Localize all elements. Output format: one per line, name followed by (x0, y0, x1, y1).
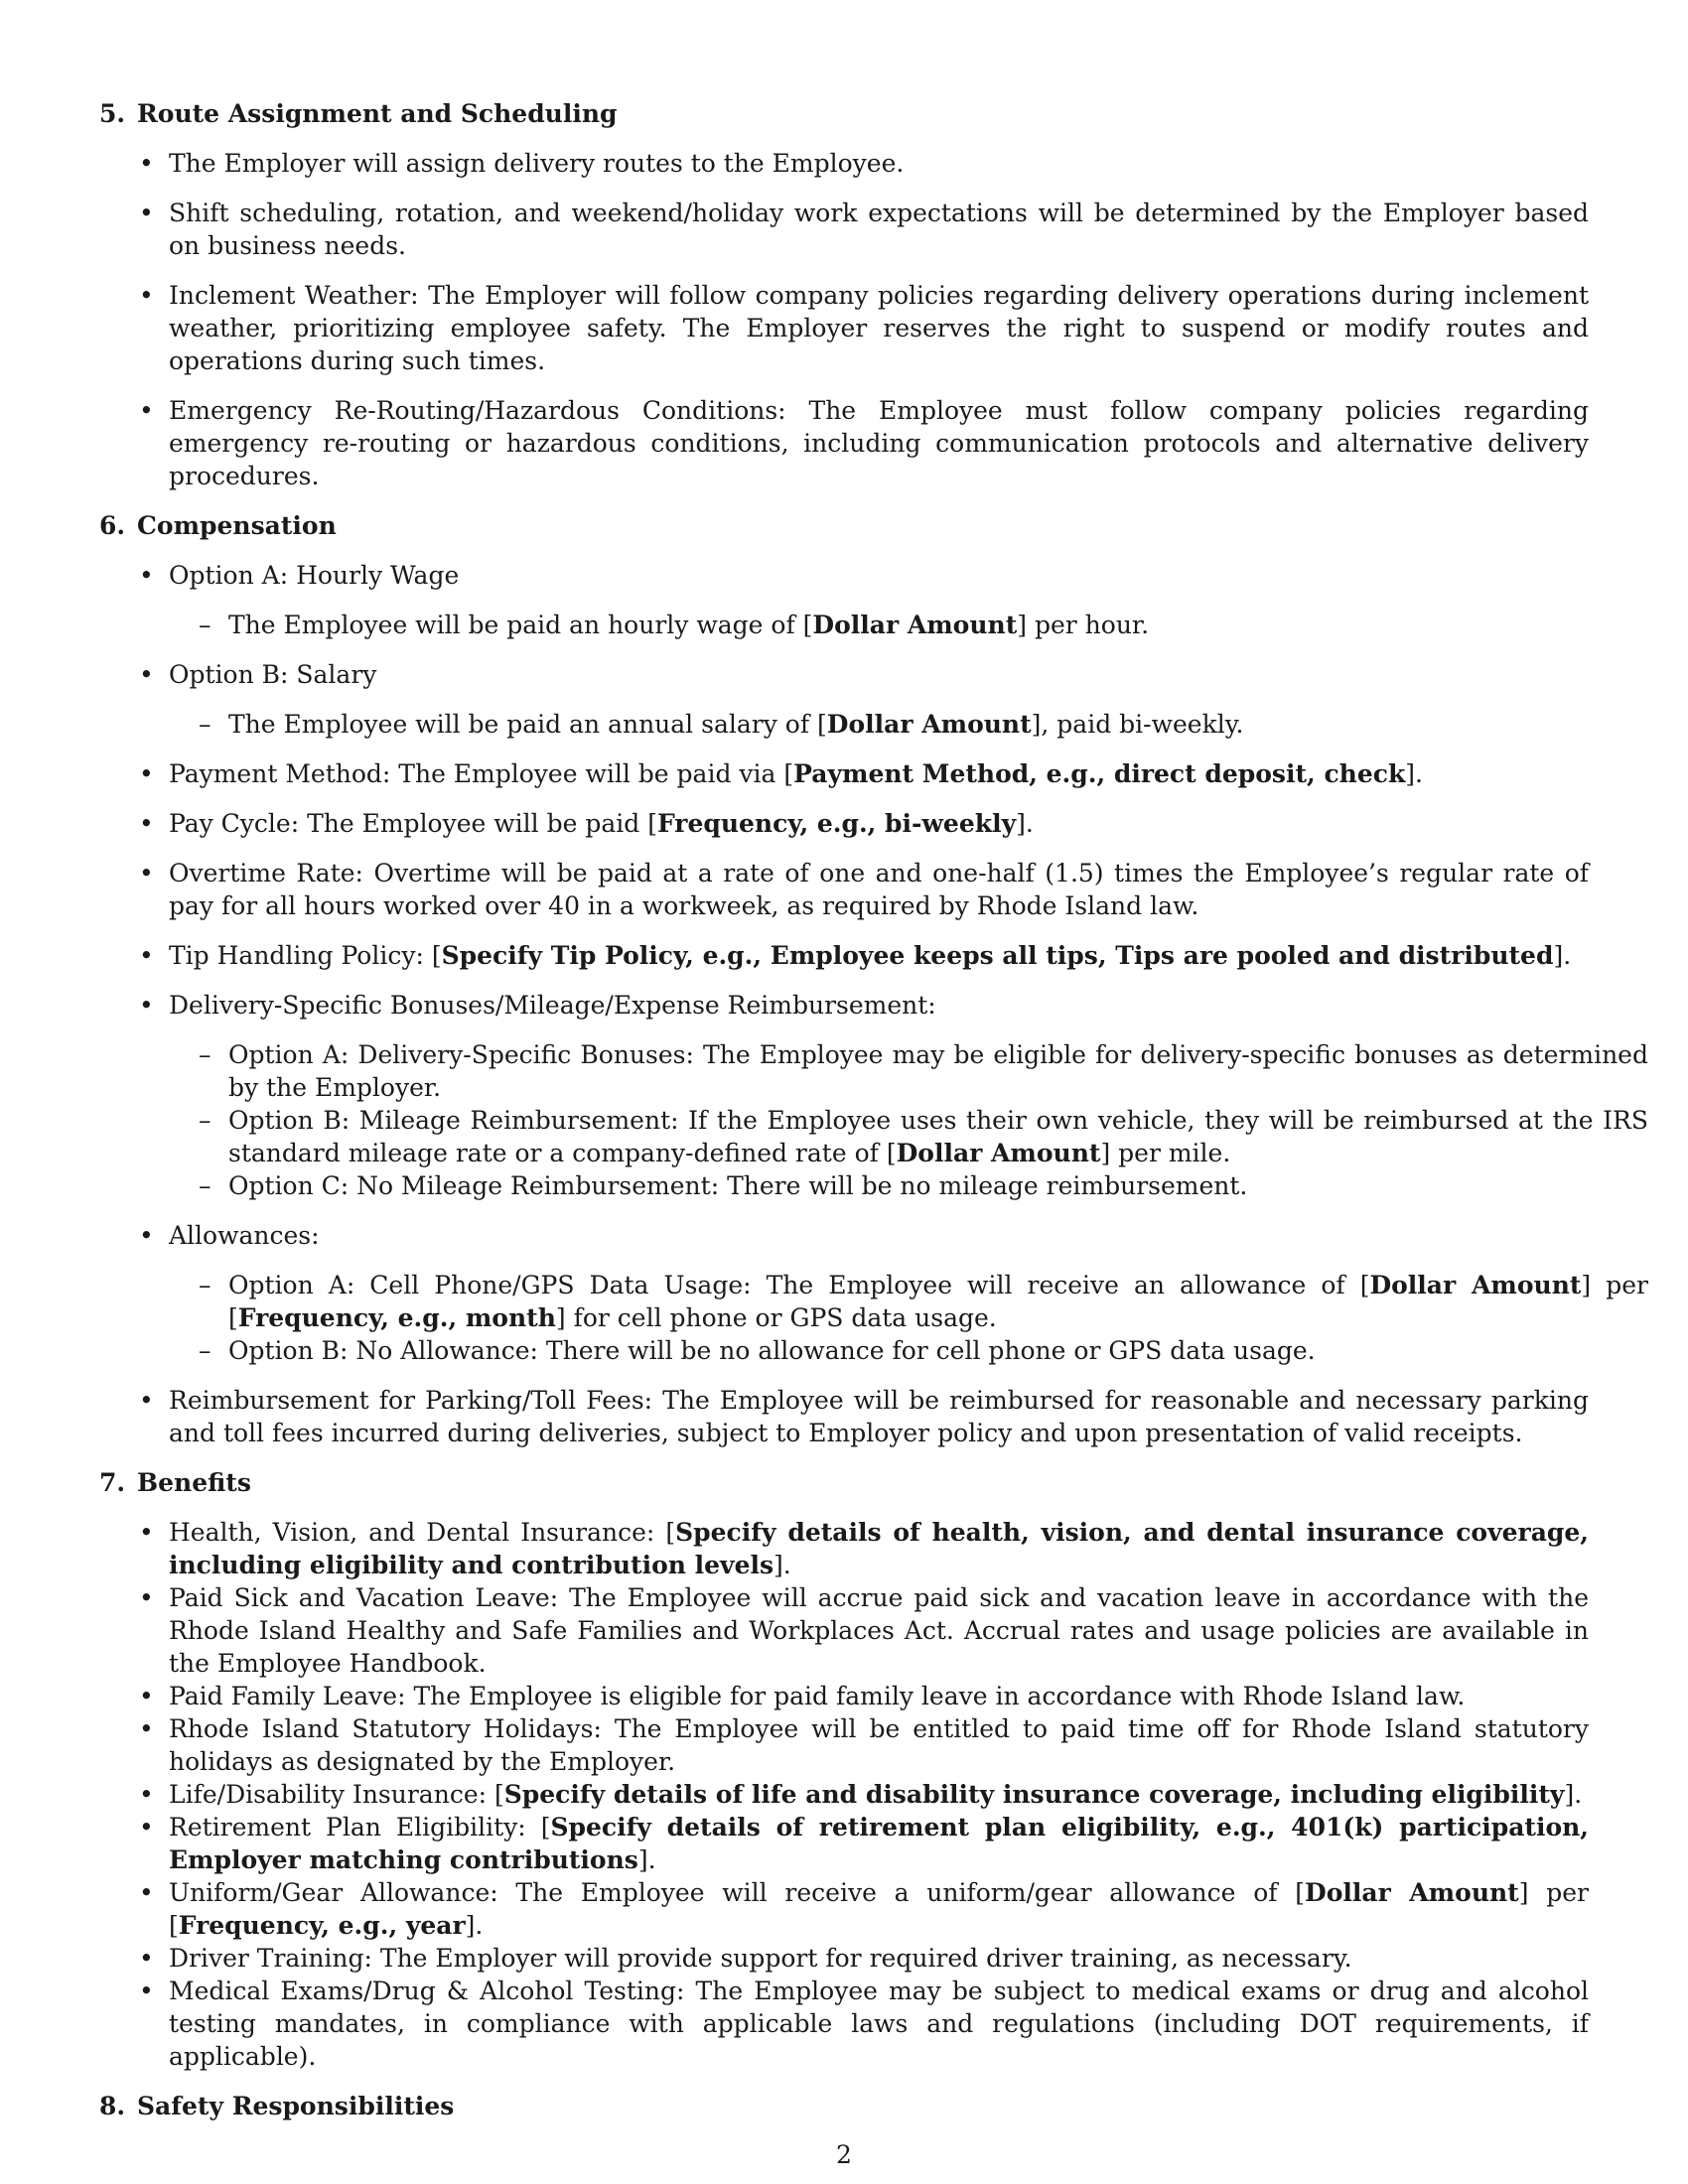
sub-list-item (99, 609, 1648, 641)
list-item-driver-training: • Driver Training: The Employer will provide support for required driver training, as necessary. (99, 1942, 1589, 1975)
list-item-bonuses (99, 989, 1648, 1202)
list-item-retirement (99, 1811, 1589, 1876)
list-item-parking: • Reimbursement for Parking/Toll Fees: The Employee will be reimbursed for reasonable and necessary parking and toll fees incurred during deliveries, subject to Employer policy and upon presentation of valid receipts. (99, 1384, 1589, 1449)
placeholder-field: Dollar Amount (812, 611, 1018, 639)
text: Uniform/Gear Allowance: The Employee will receive a uniform/gear allowance of [ (169, 1878, 1306, 1907)
text: ]. (1016, 809, 1034, 838)
placeholder-field: Dollar Amount (1369, 1271, 1582, 1299)
placeholder-field: Specify Tip Policy, e.g., Employee keeps all tips, Tips are pooled and distributed (441, 941, 1554, 970)
text: ]. (1564, 1780, 1583, 1809)
text: ]. (1553, 941, 1572, 970)
placeholder-field: Payment Method, e.g., direct deposit, check (793, 759, 1406, 788)
list-item-medical-exams: • Medical Exams/Drug & Alcohol Testing: The Employee may be subject to medical exams or drug and alcohol testing mandates, in compliance with applicable laws and regulations (including DOT requirements, if applicable). (99, 1975, 1589, 2073)
section-number: 7. (99, 1468, 126, 1497)
text: ]. (637, 1845, 656, 1874)
route-assignment-list (99, 147, 1589, 492)
text: Pay Cycle: The Employee will be paid [ (169, 809, 657, 838)
sub-list (169, 609, 1589, 641)
sub-list-item: – Option A: Delivery-Specific Bonuses: The Employee may be eligible for delivery-specific bonuses as determined by the Employer. (99, 1038, 1648, 1104)
benefits-list (99, 1516, 1589, 2073)
placeholder-field: Frequency, e.g., year (178, 1911, 466, 1940)
text: Option B: Mileage Reimbursement: If the Employee uses their own vehicle, they will be reimbursed at the IRS standard mileage rate or a company-defined rate of [ (228, 1106, 1648, 1167)
section-number: 8. (99, 2092, 126, 2120)
list-item-overtime: • Overtime Rate: Overtime will be paid at a rate of one and one-half (1.5) times the Employee’s regular rate of pay for all hours worked over 40 in a workweek, as required by Rhode Island law. (99, 857, 1589, 922)
section-title: Compensation (137, 511, 337, 540)
text: ] per mile. (1100, 1139, 1231, 1167)
section-heading-safety (99, 2090, 1589, 2122)
sub-list (169, 1038, 1648, 1202)
sub-list-item: – Option C: No Mileage Reimbursement: There will be no mileage reimbursement. (99, 1169, 1648, 1202)
list-item-pay-cycle (99, 807, 1589, 840)
document-body (99, 97, 1648, 2139)
placeholder-field: Frequency, e.g., bi-weekly (656, 809, 1017, 838)
text: Health, Vision, and Dental Insurance: [ (169, 1518, 676, 1547)
text: ]. (465, 1911, 484, 1940)
option-label: Delivery-Specific Bonuses/Mileage/Expense Reimbursement: (169, 991, 936, 1020)
text: The Employee will be paid an hourly wage of [ (228, 611, 813, 639)
list-item: • Emergency Re-Routing/Hazardous Conditions: The Employee must follow company policies regarding emergency re-routing or hazardous conditions, including communication protocols and alternative delivery procedures. (99, 394, 1589, 492)
list-item-payment-method (99, 757, 1589, 790)
list-item: • The Employer will assign delivery routes to the Employee. (99, 147, 1589, 180)
sub-list (169, 1269, 1648, 1367)
section-title: Benefits (137, 1468, 251, 1497)
text: Retirement Plan Eligibility: [ (169, 1813, 551, 1842)
option-label: Option A: Hourly Wage (169, 561, 460, 590)
text: Payment Method: The Employee will be paid via [ (169, 759, 794, 788)
list-item-salary (99, 658, 1589, 741)
sub-list (169, 708, 1589, 741)
section-heading-route-assignment (99, 97, 1589, 130)
section-heading-compensation (99, 509, 1589, 542)
text: The Employee will be paid an annual salary of [ (228, 710, 827, 739)
list-item-hourly-wage (99, 559, 1589, 641)
text: ] per [ (228, 1271, 1648, 1332)
placeholder-field: Dollar Amount (896, 1139, 1101, 1167)
list-item: • Shift scheduling, rotation, and weekend/holiday work expectations will be determined by the Employer based on business needs. (99, 197, 1589, 262)
section-title: Route Assignment and Scheduling (137, 99, 618, 128)
section-title: Safety Responsibilities (137, 2092, 455, 2120)
placeholder-field: Dollar Amount (1305, 1878, 1519, 1907)
text: Tip Handling Policy: [ (169, 941, 442, 970)
text: ], paid bi-weekly. (1031, 710, 1244, 739)
text: Life/Disability Insurance: [ (169, 1780, 504, 1809)
placeholder-field: Frequency, e.g., month (237, 1303, 556, 1332)
page-number: 2 (836, 2140, 852, 2169)
section-heading-benefits (99, 1466, 1589, 1499)
list-item-holidays: • Rhode Island Statutory Holidays: The Employee will be entitled to paid time off for Rhode Island statutory holidays as designated by the Employer. (99, 1712, 1589, 1778)
list-item-life-insurance (99, 1778, 1589, 1811)
text: ] for cell phone or GPS data usage. (555, 1303, 997, 1332)
placeholder-field: Dollar Amount (826, 710, 1032, 739)
text: ] per hour. (1017, 611, 1150, 639)
sub-list-item: – Option B: No Allowance: There will be no allowance for cell phone or GPS data usage. (99, 1334, 1648, 1367)
sub-list-item (99, 1104, 1648, 1169)
list-item-tip-policy (99, 939, 1589, 972)
placeholder-field: Specify details of life and disability insurance coverage, including eligibility (503, 1780, 1565, 1809)
text: ]. (774, 1551, 791, 1579)
section-number: 6. (99, 511, 126, 540)
section-number: 5. (99, 99, 126, 128)
option-label: Option B: Salary (169, 660, 377, 689)
list-item-sick-leave: • Paid Sick and Vacation Leave: The Employee will accrue paid sick and vacation leave in accordance with the Rhode Island Healthy and Safe Families and Workplaces Act. Accrual rates and usage policies are available in the Employee Handbook. (99, 1581, 1589, 1680)
list-item-allowances (99, 1219, 1648, 1367)
compensation-list (99, 559, 1648, 1449)
text: ]. (1405, 759, 1423, 788)
list-item-health (99, 1516, 1589, 1581)
placeholder-field: Specify details of retirement plan eligibility, e.g., 401(k) participation, Employer matching contributions (169, 1813, 1589, 1874)
placeholder-field: Specify details of health, vision, and dental insurance coverage, including eligibility and contribution levels (169, 1518, 1589, 1579)
text: ] per [ (169, 1878, 1589, 1940)
list-item: • Inclement Weather: The Employer will follow company policies regarding delivery operations during inclement weather, prioritizing employee safety. The Employer reserves the right to suspend or modify routes and operations during such times. (99, 279, 1589, 377)
sub-list-item (99, 1269, 1648, 1334)
text: Option A: Cell Phone/GPS Data Usage: The Employee will receive an allowance of [ (228, 1271, 1370, 1299)
option-label: Allowances: (169, 1221, 320, 1250)
list-item-family-leave: • Paid Family Leave: The Employee is eligible for paid family leave in accordance with Rhode Island law. (99, 1680, 1589, 1712)
list-item-uniform (99, 1876, 1589, 1942)
sub-list-item (99, 708, 1648, 741)
